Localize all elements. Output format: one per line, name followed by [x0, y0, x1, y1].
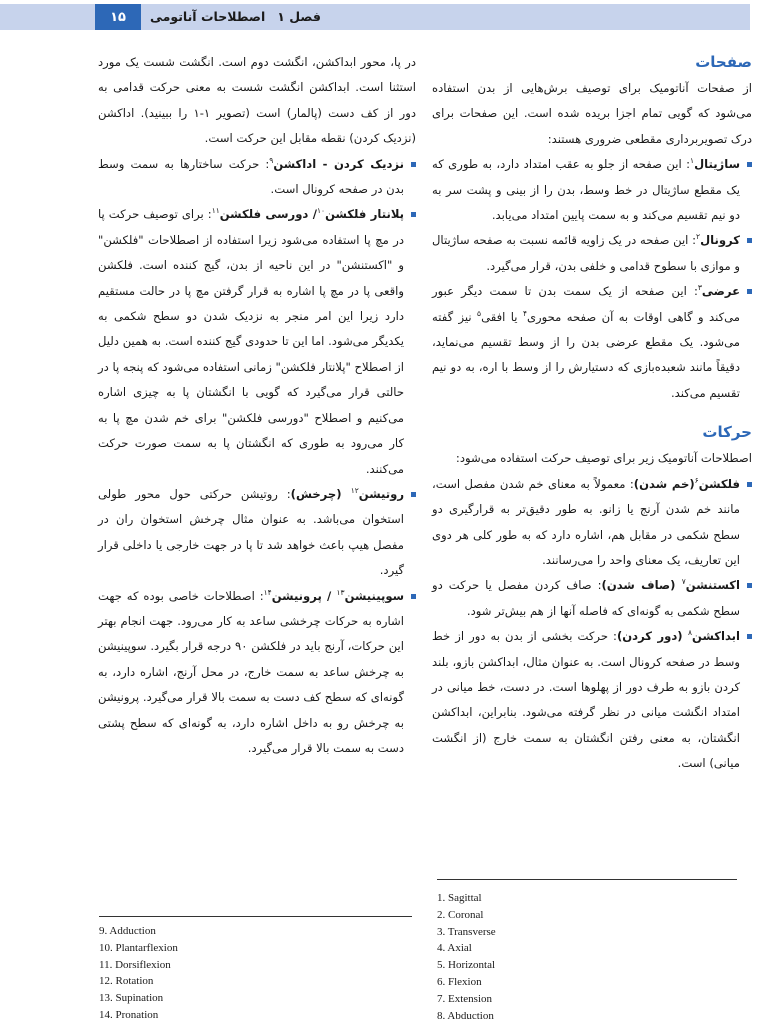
definition-text: : اصطلاحات خاصی بوده که جهت اشاره به حرکات چرخشی ساعد به کار می‌رود. جهت انجام بهتر این حرکات، آرنج باید در فلکشن ۹۰ درجه قرار بگیرد. سوپینیشن به چرخش ساعد به سمت خارج، در محل آرنج، اشاره دارد، به گونه‌ای که سطح کف دست به سمت بالا قرار می‌گیرد. پرونیشن به چرخش رو به داخل اشاره دارد، به گونه‌ای که سطح پشتی دست به سمت بالا قرار می‌گیرد.	[98, 588, 404, 755]
list-item-flexion	[432, 472, 752, 574]
spacer	[432, 406, 752, 420]
list-item-plantarflexion	[98, 202, 416, 481]
footnote-ref: ۱۳	[336, 587, 345, 597]
footnote-ref: ۱۴	[263, 587, 272, 597]
bullet-marker	[747, 289, 752, 294]
footnote-ref: ۹	[269, 155, 274, 165]
list-item-rotation	[98, 482, 416, 584]
footnote-item: 14. Pronation	[99, 1008, 159, 1021]
bullet-marker	[411, 492, 416, 497]
footnotes-left	[99, 923, 399, 1024]
bullet-marker	[747, 238, 752, 243]
movements-intro: اصطلاحات آناتومیک زیر برای توصیف حرکت استفاده می‌شود:	[455, 451, 752, 466]
term-rotation-fa: (چرخش)	[290, 486, 351, 501]
page-header	[0, 4, 750, 30]
term-flexion: فلکشن	[698, 476, 740, 491]
footnote-ref: ۵	[477, 308, 482, 318]
footnote-ref: ۱۲	[350, 486, 359, 496]
footnote-item: 3. Transverse	[437, 925, 496, 938]
footnote-item: 2. Coronal	[437, 908, 484, 921]
term-coronal: کرونال	[700, 233, 740, 248]
definition-text: نیز گفته می‌شود. یک مقطع عرضی بدن را از وسط تقسیم می‌نماید، دقیقاً مانند شعبده‌بازی که دستیارش را از وسط با اره، به دو نیم تقسیم می‌کند.	[432, 309, 740, 400]
term-dorsiflexion: دورسی فلکشن	[219, 207, 309, 222]
footnote-item: 8. Abduction	[437, 1009, 494, 1022]
footnotes-right	[437, 890, 737, 1024]
definition-text: : صاف کردن مفصل یا حرکت دو سطح شکمی به گونه‌ای که فاصله آنها از هم بیش‌تر شود.	[432, 578, 740, 618]
list-item-sagittal	[432, 152, 752, 228]
continuation-paragraph: در پا، محور ابداکشن، انگشت دوم است. انگشت شست یک مورد استثنا است. ابداکشن انگشت شست به معنی حرکت قدامی به دور از کف دست (پالمار) است (تصویر ۱-۱ را ببینید). اداکشن (نزدیک کردن) نقطه مقابل این حرکت است.	[98, 55, 416, 146]
list-item-adduction	[98, 152, 416, 203]
term-rotation: روتیشن	[358, 486, 404, 501]
footnote-divider-right	[437, 879, 737, 880]
footnote-item: 11. Dorsiflexion	[99, 958, 171, 971]
footnote-ref: ۱	[690, 156, 695, 166]
term-abduction: ابداکشن	[692, 629, 741, 644]
list-item-extension	[432, 573, 752, 624]
term-sagittal: ساژیتال	[694, 157, 740, 172]
bullet-marker	[411, 162, 416, 167]
footnote-ref: ۲	[696, 232, 701, 242]
chapter-title: اصطلاحات آناتومی	[150, 9, 266, 24]
footnote-ref: ۶	[694, 475, 699, 485]
right-column	[432, 50, 752, 777]
bullet-marker	[747, 482, 752, 487]
definition-text: : حرکت بخشی از بدن به دور از خط وسط در صفحه کرونال است. به عنوان مثال، ابداکشن بازو، بلند کردن بازو به طرف دور از پهلوها است. در دست، خط میانی در امتداد انگشت میانی در نظر گرفته می‌شود. بنابراین، ابداکشن انگشتان، به معنی رفتن انگشتان به سمت خارج (از انگشت میانی) است.	[432, 629, 740, 771]
definition-text: : این صفحه در یک زاویه قائمه نسبت به صفحه ساژیتال و موازی با سطوح قدامی و خلفی بدن، قرار می‌گیرد.	[432, 233, 740, 273]
footnote-ref: ۱۰	[317, 206, 326, 216]
footnote-divider-left	[99, 916, 412, 917]
definition-text: : این صفحه از جلو به عقب امتداد دارد، به طوری که یک مقطع ساژیتال در خط وسط، بدن را از بینی و پشت سر به دو نیم تقسیم می‌کند و به سمت پایین امتداد می‌یابد.	[432, 157, 740, 223]
term-transverse: عرضی	[701, 284, 740, 299]
term-pronation: پرونیشن	[271, 588, 322, 603]
bullet-marker	[747, 583, 752, 588]
planes-intro: از صفحات آناتومیک برای توصیف برش‌هایی از بدن استفاده می‌شود که گویی تمام اجزا بریده شده است. این صفحات برای درک تصویربرداری مقطعی ضروری هستند:	[432, 81, 752, 146]
list-item-abduction	[432, 624, 752, 776]
term-adduction: نزدیک کردن - اداکشن	[273, 156, 404, 171]
chapter-label: فصل ۱	[277, 9, 321, 24]
definition-text: : برای توصیف حرکت پا در مچ پا استفاده می‌شود زیرا استفاده از اصطلاحات "فلکشن" و "اکستنشن" در این ناحیه از بدن، گیج کننده است. فلکشن واقعی پا در مچ پا اشاره به قرار گرفتن مچ پا در حالت مستقیم دارد زیرا این امر منجر به نزدیک شدن دو سطح شکمی به یکدیگر می‌شود. اما این تا حدودی گیج کننده است. به همین دلیل از اصطلاح "پلانتار فلکشن" زمانی استفاده می‌شود که پنجه پا در حالتی قرار می‌گیرد که گویی با انگشتان پا به چیزی اشاره می‌کنیم و اصطلاح "دورسی فلکشن" برای خم شدن مچ پا به کار می‌رود به طوری که انگشتان پا به سمت صورت حرکت می‌کنند.	[98, 207, 404, 476]
bullet-marker	[411, 212, 416, 217]
footnote-ref: ۴	[522, 308, 527, 318]
footnote-item: 7. Extension	[437, 992, 492, 1005]
bullet-marker	[411, 594, 416, 599]
footnote-item: 5. Horizontal	[437, 959, 496, 972]
definition-text: : این صفحه از یک سمت بدن تا سمت دیگر عبور می‌کند و گاهی اوقات به آن صفحه محوری	[432, 284, 740, 324]
definition-text: : معمولاً به معنای خم شدن مفصل است، مانند خم شدن آرنج یا زانو. به طور دقیق‌تر به قرارگیری دو سطح شکمی در مقابل هم، اشاره دارد که به طور کلی هر دوی این تعاریف، یک معنای واحد را می‌رسانند.	[432, 476, 740, 567]
footnote-item: 10. Plantarflexion	[99, 941, 178, 954]
term-separator: /	[321, 588, 337, 603]
term-separator: /	[308, 207, 317, 222]
bullet-marker	[747, 162, 752, 167]
section-title-movements: حرکات	[702, 423, 752, 442]
term-plantarflexion: پلانتار فلکشن	[325, 207, 404, 222]
bullet-marker	[747, 634, 752, 639]
footnote-ref: ۷	[681, 577, 686, 587]
definition-text: : روتیشن حرکتی حول محور طولی استخوان می‌باشد. به عنوان مثال چرخش استخوان ران در مفصل هیپ باعث خواهد شد تا پا در جهت خارجی یا داخلی قرار گیرد.	[98, 486, 404, 578]
running-title	[150, 4, 321, 30]
page-number: ۱۵	[95, 4, 141, 30]
definition-text: : حرکت ساختارها به سمت وسط بدن در صفحه کرونال است.	[98, 156, 404, 197]
term-supination: سوپینیشن	[344, 588, 405, 603]
list-item-supination	[98, 584, 416, 762]
footnote-item: 1. Sagittal	[437, 892, 482, 904]
footnote-item: 6. Flexion	[437, 975, 482, 988]
term-extension: اکستنشن	[685, 578, 740, 593]
footnote-item: 12. Rotation	[99, 975, 154, 988]
list-item-coronal	[432, 228, 752, 279]
section-title-planes: صفحات	[695, 53, 752, 71]
footnote-ref: ۸	[688, 628, 693, 638]
footnote-item: 13. Supination	[99, 992, 164, 1005]
footnote-ref: ۱۱	[211, 206, 220, 216]
left-column	[98, 50, 416, 761]
list-item-transverse	[432, 279, 752, 406]
footnote-item: 9. Adduction	[99, 925, 156, 937]
definition-text: یا افقی	[481, 309, 523, 324]
footnote-item: 4. Axial	[437, 942, 472, 955]
term-flexion-fa: (خم شدن)	[633, 476, 695, 491]
term-abduction-fa: (دور کردن)	[616, 629, 688, 644]
term-extension-fa: (صاف شدن)	[601, 578, 682, 593]
footnote-ref: ۳	[697, 283, 702, 293]
